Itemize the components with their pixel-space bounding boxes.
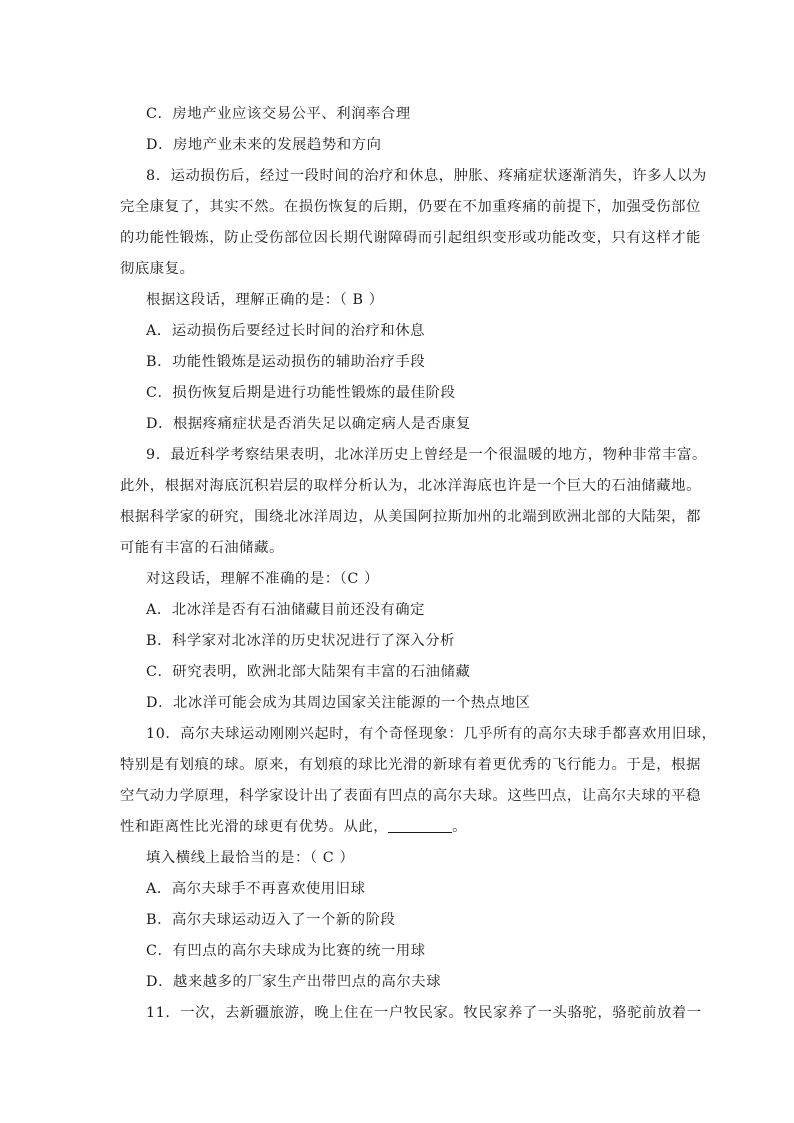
q8-option-b: B．功能性锻炼是运动损伤的辅助治疗手段 — [146, 354, 426, 370]
q9-question: 对这段话，理解不准确的是：（C ） — [146, 571, 379, 587]
q10-question: 填入横线上最恰当的是：（ C ） — [146, 850, 355, 866]
q8-question: 根据这段话，理解正确的是：（ B ） — [146, 292, 384, 308]
q8-stem-line-2: 完全康复了，其实不然。在损伤恢复的后期，仍要在不加重疼痛的前提下，加强受伤部位 — [120, 199, 701, 215]
q10-stem-line-3: 空气动力学原理，科学家设计出了表面有凹点的高尔夫球。这些凹点，让高尔夫球的平稳 — [120, 788, 701, 804]
q9-stem-line-4: 可能有丰富的石油储藏。 — [120, 540, 284, 556]
q11-stem-line-1: 11．一次，去新疆旅游，晚上住在一户牧民家。牧民家养了一头骆驼，骆驼前放着一 — [146, 1005, 702, 1021]
q9-option-c: C．研究表明，欧洲北部大陆架有丰富的石油储藏 — [146, 664, 471, 680]
q8-stem-line-4: 彻底康复。 — [120, 261, 195, 277]
q7-option-d: D．房地产业未来的发展趋势和方向 — [146, 137, 382, 153]
q9-stem-line-2: 此外，根据对海底沉积岩层的取样分析认为，北冰洋海底也许是一个巨大的石油储藏地。 — [120, 478, 701, 494]
q8-option-d: D．根据疼痛症状是否消失足以确定病人是否康复 — [146, 416, 471, 432]
q10-option-b: B．高尔夫球运动迈入了一个新的阶段 — [146, 912, 396, 928]
q10-stem-line-4 — [120, 817, 680, 837]
q8-option-c: C．损伤恢复后期是进行功能性锻炼的最佳阶段 — [146, 385, 456, 401]
q10-stem-line-2: 特别是有划痕的球。原来，有划痕的球比光滑的新球有着更优秀的飞行能力。于是，根据 — [120, 757, 701, 773]
q10-stem-line-4-text: 性和距离性比光滑的球更有优势。从此， — [120, 819, 389, 835]
q9-stem-line-1: 9．最近科学考察结果表明，北冰洋历史上曾经是一个很温暖的地方，物种非常丰富。 — [146, 447, 707, 463]
q9-option-b: B．科学家对北冰洋的历史状况进行了深入分析 — [146, 633, 456, 649]
fill-in-blank — [388, 818, 452, 833]
q9-stem-line-3: 根据科学家的研究，围绕北冰洋周边，从美国阿拉斯加州的北端到欧洲北部的大陆架，都 — [120, 509, 701, 525]
q8-option-a: A．运动损伤后要经过长时间的治疗和休息 — [146, 323, 426, 339]
q10-option-d: D．越来越多的厂家生产出带凹点的高尔夫球 — [146, 974, 442, 990]
q9-option-d: D．北冰洋可能会成为其周边国家关注能源的一个热点地区 — [146, 695, 531, 711]
q10-option-a: A．高尔夫球手不再喜欢使用旧球 — [146, 881, 366, 897]
q8-stem-line-1: 8．运动损伤后，经过一段时间的治疗和休息，肿胀、疼痛症状逐渐消失，许多人以为 — [146, 168, 707, 184]
q10-stem-line-1: 10．高尔夫球运动刚刚兴起时，有个奇怪现象：几乎所有的高尔夫球手都喜欢用旧球， — [146, 726, 717, 742]
q10-option-c: C．有凹点的高尔夫球成为比赛的统一用球 — [146, 943, 426, 959]
q7-option-c: C．房地产业应该交易公平、利润率合理 — [146, 106, 411, 122]
q8-stem-line-3: 的功能性锻炼，防止受伤部位因长期代谢障碍而引起组织变形或功能改变，只有这样才能 — [120, 230, 701, 246]
q9-option-a: A．北冰洋是否有石油储藏目前还没有确定 — [146, 602, 426, 618]
q10-stem-line-4-end: 。 — [452, 819, 468, 835]
